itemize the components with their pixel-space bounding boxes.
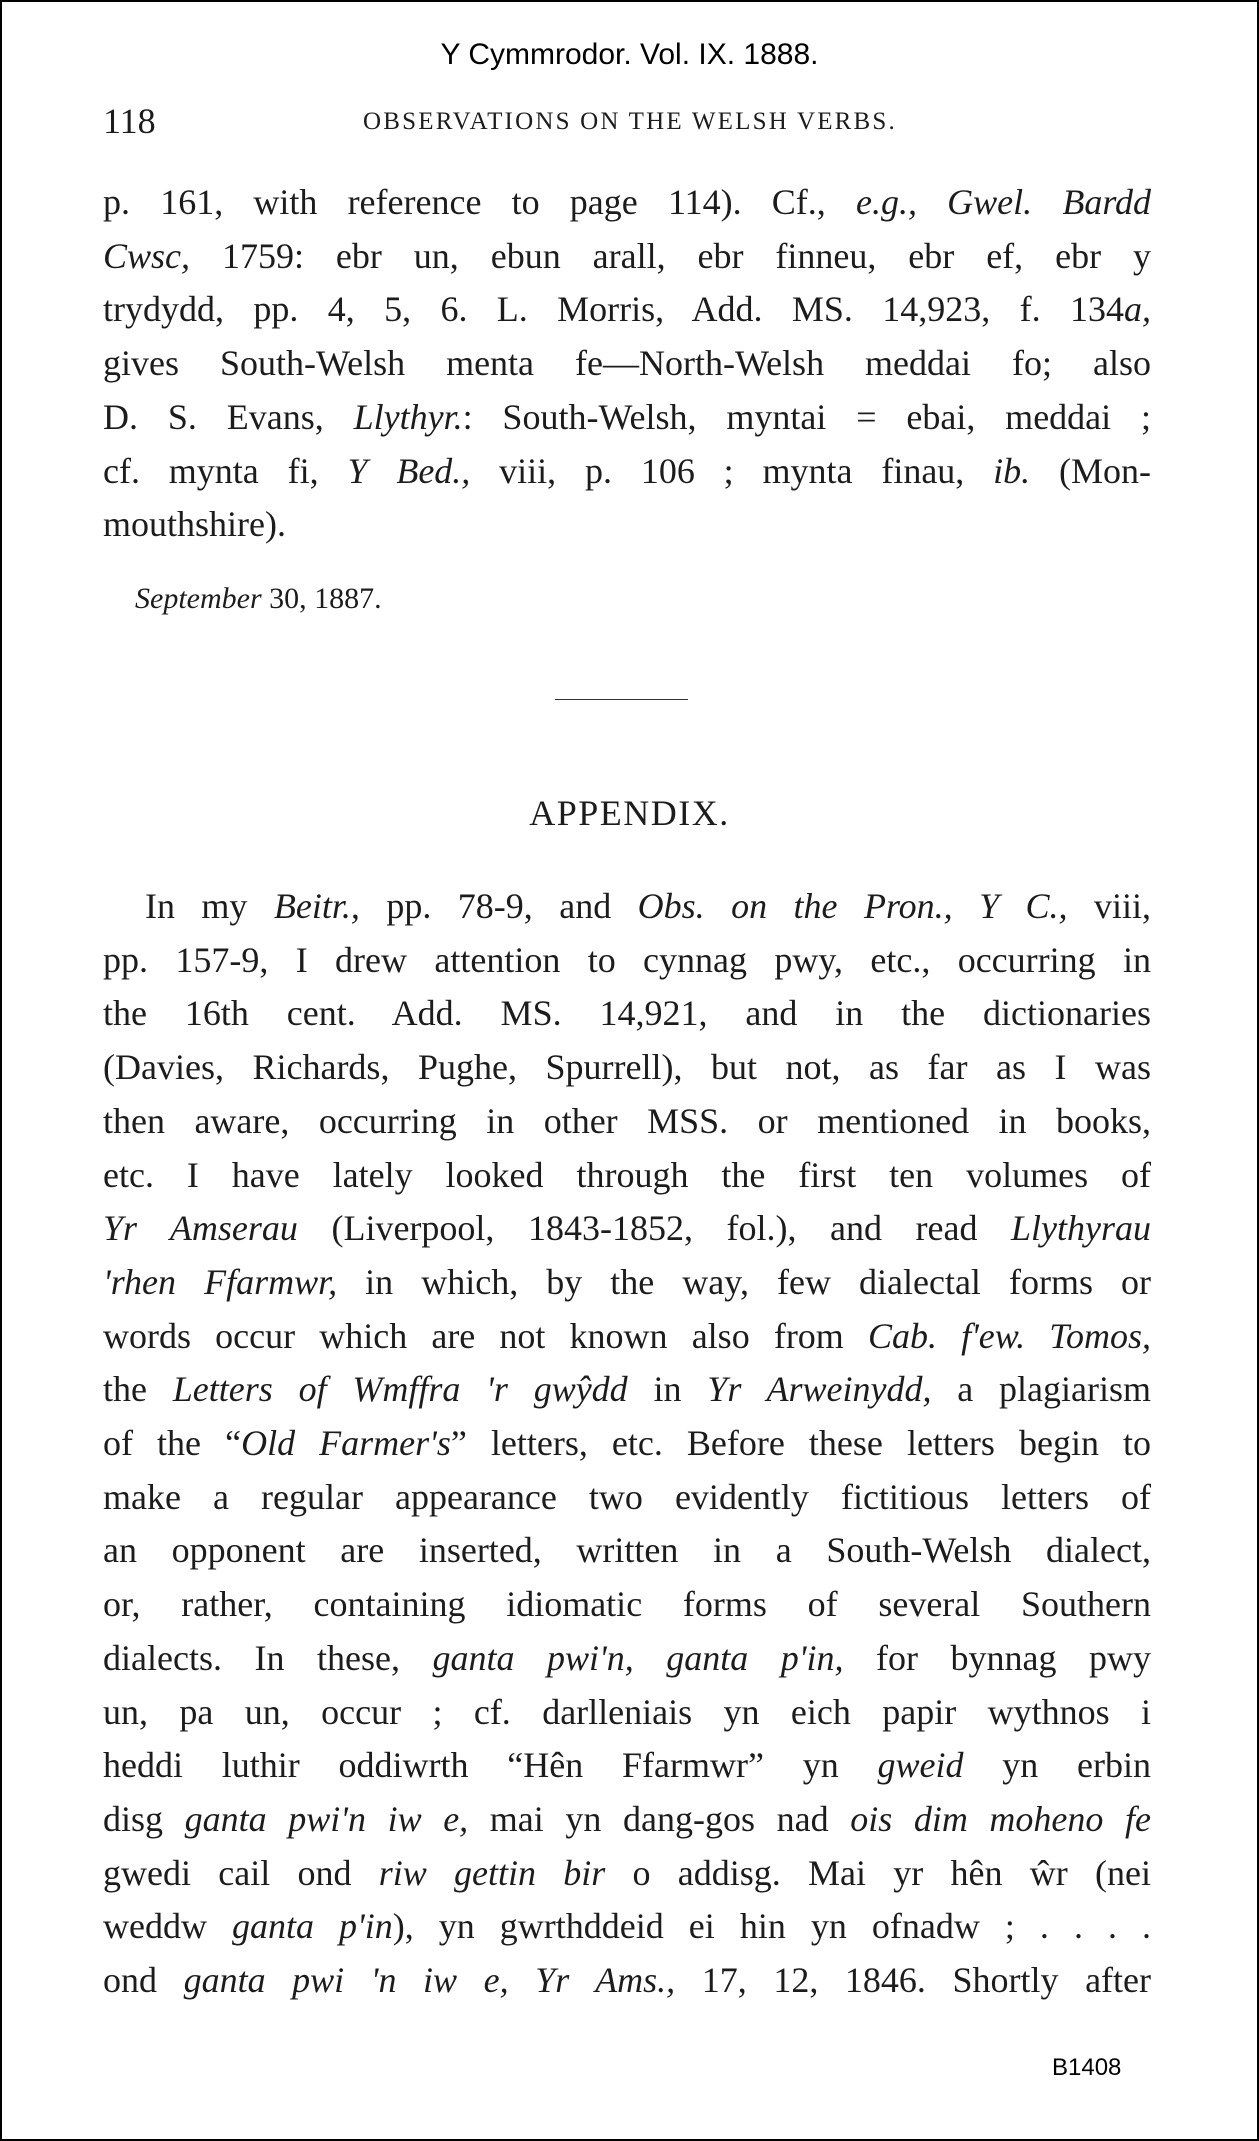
text-line: un, pa un, occur ; cf. darlleniais yn eich papir wythnos i [103, 1691, 1151, 1732]
text-line: gives South-Welsh menta fe—North-Welsh meddai fo; also [103, 343, 1151, 384]
journal-caption: Y Cymmrodor. Vol. IX. 1888. [440, 38, 819, 71]
catalog-tag: B1408 [1052, 2054, 1122, 2081]
text-line: gwedi cail ond riw gettin bir o addisg. Mai yr hên ŵr (nei [103, 1852, 1151, 1893]
text-line: an opponent are inserted, written in a South-Welsh dialect, [103, 1530, 1151, 1571]
text-line: the 16th cent. Add. MS. 14,921, and in the dictionaries [103, 993, 1151, 1034]
text-line: dialects. In these, ganta pwi'n, ganta p'in, for bynnag pwy [103, 1637, 1152, 1678]
running-head [103, 100, 1157, 144]
text-line: cf. mynta fi, Y Bed., viii, p. 106 ; mynta finau, ib. (Mon- [103, 450, 1151, 491]
text-line: Cwsc, 1759: ebr un, ebun arall, ebr finneu, ebr ef, ebr y [103, 235, 1151, 276]
section-divider [555, 699, 688, 700]
appendix-heading: APPENDIX. [529, 793, 730, 833]
running-title: OBSERVATIONS ON THE WELSH VERBS. [363, 108, 897, 135]
appendix-paragraph [103, 880, 1151, 2008]
text-line: pp. 157-9, I drew attention to cynnag pwy, etc., occurring in [103, 939, 1151, 980]
text-line: make a regular appearance two evidently fictitious letters of [103, 1476, 1151, 1517]
text-line: weddw ganta p'in), yn gwrthddeid ei hin yn ofnadw ; . . . . [103, 1906, 1151, 1947]
paragraph-continuation [103, 176, 1151, 552]
text-line: D. S. Evans, Llythyr.: South-Welsh, myntai = ebai, meddai ; [103, 396, 1152, 437]
text-line: 'rhen Ffarmwr, in which, by the way, few dialectal forms or [103, 1261, 1151, 1302]
text-line: etc. I have lately looked through the first ten volumes of [103, 1154, 1151, 1195]
text-line: p. 161, with reference to page 114). Cf., e.g., Gwel. Bardd [103, 182, 1151, 222]
text-line: of the “Old Farmer's” letters, etc. Before these letters begin to [103, 1423, 1152, 1464]
text-line: Yr Amserau (Liverpool, 1843-1852, fol.), and read Llythyrau [103, 1208, 1152, 1249]
text-line: disg ganta pwi'n iw e, mai yn dang-gos nad ois dim moheno fe [103, 1798, 1151, 1839]
text-line: In my Beitr., pp. 78-9, and Obs. on the Pron., Y C., viii, [145, 886, 1151, 926]
text-line: the Letters of Wmffra 'r gwŷdd in Yr Arweinydd, a plagiarism [103, 1369, 1151, 1410]
page-number: 118 [103, 101, 156, 141]
text-line: mouthshire). [103, 504, 286, 545]
text-line: then aware, occurring in other MSS. or mentioned in books, [103, 1100, 1151, 1141]
text-line: heddi luthir oddiwrth “Hên Ffarmwr” yn gweid yn erbin [103, 1745, 1151, 1786]
text-line: trydydd, pp. 4, 5, 6. L. Morris, Add. MS. 14,923, f. 134a, [103, 289, 1151, 330]
text-line: or, rather, containing idiomatic forms of several Southern [103, 1584, 1151, 1625]
text-line: ond ganta pwi 'n iw e, Yr Ams., 17, 12, 1846. Shortly after [103, 1960, 1152, 2001]
date-line: September 30, 1887. [135, 582, 382, 615]
text-line: words occur which are not known also from Cab. f'ew. Tomos, [103, 1315, 1151, 1356]
text-line: (Davies, Richards, Pughe, Spurrell), but not, as far as I was [103, 1047, 1151, 1088]
